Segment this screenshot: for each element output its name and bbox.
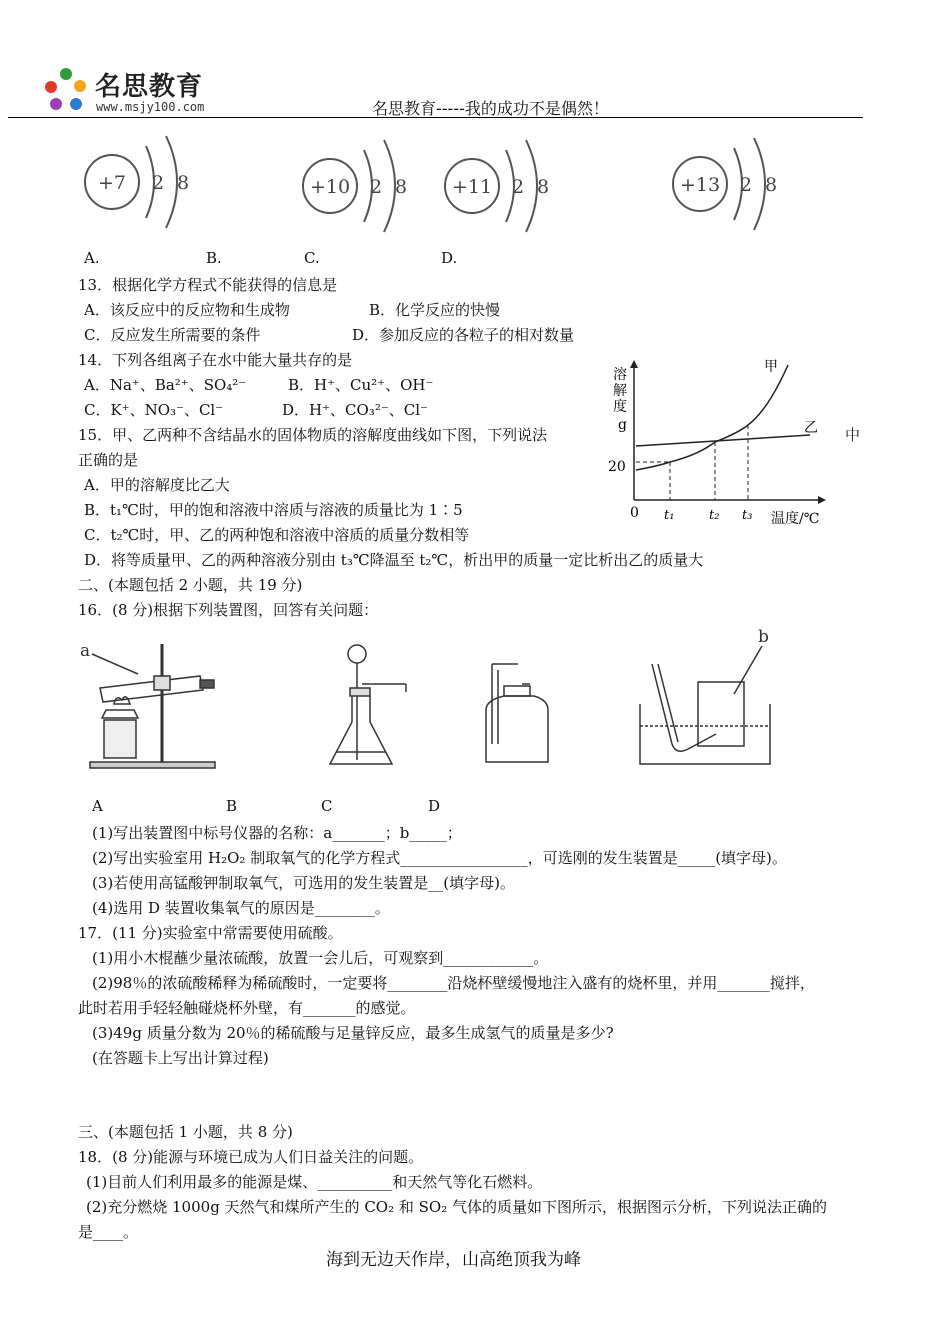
atom-3-shell2: 8 [537,176,550,198]
solubility-chart [598,355,838,530]
curve-jia [636,365,788,470]
q13-stem: 13．根据化学方程式不能获得的信息是 [78,276,338,294]
atom-option-a: A. [84,249,100,267]
q14-option-c: C．K⁺、NO₃⁻、Cl⁻ [84,401,224,419]
q16-part-2: (2)写出实验室用 H₂O₂ 制取氧气的化学方程式_________________，可选刚的发生装置是_____(填字母)。 [92,849,787,867]
q15-option-a: A．甲的溶解度比乙大 [84,476,230,494]
label-a: a [80,641,91,661]
apparatus-d-drawing [640,627,770,764]
q18-part-2a: (2)充分燃烧 1000g 天然气和煤所产生的 CO₂ 和 SO₂ 气体的质量如下图所示，根据图示分析，下列说法正确的 [86,1198,828,1216]
y-label-1: 溶 [613,367,627,383]
q16-part-1: (1)写出装置图中标号仪器的名称：a_______；b_____； [92,824,462,842]
q18-stem: 18．(8 分)能源与环境已成为人们日益关注的问题。 [78,1148,424,1166]
q17-part-3: (3)49g 质量分数为 20％的稀硫酸与足量锌反应，最多生成氢气的质量是多少? [92,1024,614,1042]
apparatus-label-c: C [321,797,333,815]
q13-option-a: A．该反应中的反应物和生成物 [84,301,290,319]
atom-2 [303,140,407,232]
q14-stem: 14．下列各组离子在水中能大量共存的是 [78,351,353,369]
curve-yi [636,435,810,446]
logo-icon [40,66,92,116]
atom-3-nucleus: +11 [451,176,493,198]
q13-option-d: D．参加反应的各粒子的相对数量 [352,326,575,344]
q14-option-b: B．H⁺、Cu²⁺、OH⁻ [288,376,434,394]
q16-part-4: (4)选用 D 装置收集氧气的原因是________。 [92,899,390,917]
atom-option-b: B. [206,249,222,267]
apparatus-b-drawing [330,645,406,764]
q15-stem: 15．甲、乙两种不含结晶水的固体物质的溶解度曲线如下图，下列说法 [78,426,548,444]
apparatus-c-drawing [486,664,548,762]
atom-diagrams [70,128,810,238]
footer-motto: 海到无边天作岸，山高绝顶我为峰 [326,1250,581,1270]
origin-label: 0 [630,505,639,521]
series-jia-label: 甲 [764,359,778,375]
atom-2-shell1: 2 [370,176,383,198]
atom-1-shell2: 8 [177,172,190,194]
header-rule [8,117,863,118]
q18-part-2b: 是____。 [78,1223,139,1241]
atom-1 [85,136,189,228]
q18-part-1: (1)目前人们利用最多的能源是煤、__________和天然气等化石燃料。 [86,1173,543,1191]
y-label-2: 解 [613,383,627,399]
atom-4-nucleus: +13 [679,174,721,196]
x-label: 温度/℃ [771,511,820,527]
q15-stem-tail: 中 [845,426,861,444]
y-label-3: 度 [613,399,627,415]
series-yi-label: 乙 [804,420,818,436]
apparatus-label-d: D [428,797,441,815]
atom-4-shell1: 2 [740,174,753,196]
brand-name: 名思教育 [95,72,204,102]
label-b: b [758,627,769,647]
atom-2-nucleus: +10 [309,176,351,198]
apparatus-label-b: B [226,797,238,815]
q13-option-c: C．反应发生所需要的条件 [84,326,261,344]
q17-stem: 17．(11 分)实验室中常需要使用硫酸。 [78,924,343,942]
q13-option-b: B．化学反应的快慢 [369,301,501,319]
header-motto: 名思教育-----我的成功不是偶然！ [372,99,609,118]
atom-option-c: C. [304,249,320,267]
y-tick-20: 20 [608,459,626,475]
x-tick-t1: t₁ [664,508,675,523]
atom-4-shell2: 8 [765,174,778,196]
q16-stem: 16．(8 分)根据下列装置图，回答有关问题： [78,601,379,619]
q17-part-2b: 此时若用手轻轻触碰烧杯外壁，有_______的感觉。 [78,999,416,1017]
atom-1-shell1: 2 [152,172,165,194]
x-tick-t2: t₂ [709,508,720,523]
q14-option-a: A．Na⁺、Ba²⁺、SO₄²⁻ [84,376,247,394]
atom-2-shell2: 8 [395,176,408,198]
section-2-heading: 二、(本题包括 2 小题，共 19 分) [78,576,303,594]
atom-1-nucleus: +7 [97,172,127,194]
apparatus-figures [70,624,790,774]
apparatus-a-drawing [80,641,215,768]
q15-option-b: B．t₁℃时，甲的饱和溶液中溶质与溶液的质量比为 1∶5 [84,501,463,519]
section-3-heading: 三、(本题包括 1 小题，共 8 分) [78,1123,293,1141]
q15-option-d: D．将等质量甲、乙的两种溶液分别由 t₃℃降温至 t₂℃，析出甲的质量一定比析出乙的质量大 [84,551,704,569]
q17-part-2a: (2)98％的浓硫酸稀释为稀硫酸时，一定要将________沿烧杯壁缓慢地注入盛有的烧杯里，并用_______搅拌， [92,974,815,992]
atom-3-shell1: 2 [512,176,525,198]
q15-stem-2: 正确的是 [78,451,139,469]
atom-4 [673,138,777,230]
q17-part-4: (在答题卡上写出计算过程) [92,1049,269,1067]
x-tick-t3: t₃ [742,508,753,523]
y-unit: g [618,417,627,433]
q14-option-d: D．H⁺、CO₃²⁻、Cl⁻ [282,401,428,419]
apparatus-label-a: A [92,797,103,815]
q17-part-1: (1)用小木棍蘸少量浓硫酸，放置一会儿后，可观察到____________。 [92,949,549,967]
brand-url: www.msjy100.com [96,100,205,114]
atom-3 [445,140,549,232]
q15-option-c: C．t₂℃时，甲、乙的两种饱和溶液中溶质的质量分数相等 [84,526,470,544]
q16-part-3: (3)若使用高锰酸钾制取氧气，可选用的发生装置是__(填字母)。 [92,874,515,892]
atom-option-d: D. [441,249,458,267]
